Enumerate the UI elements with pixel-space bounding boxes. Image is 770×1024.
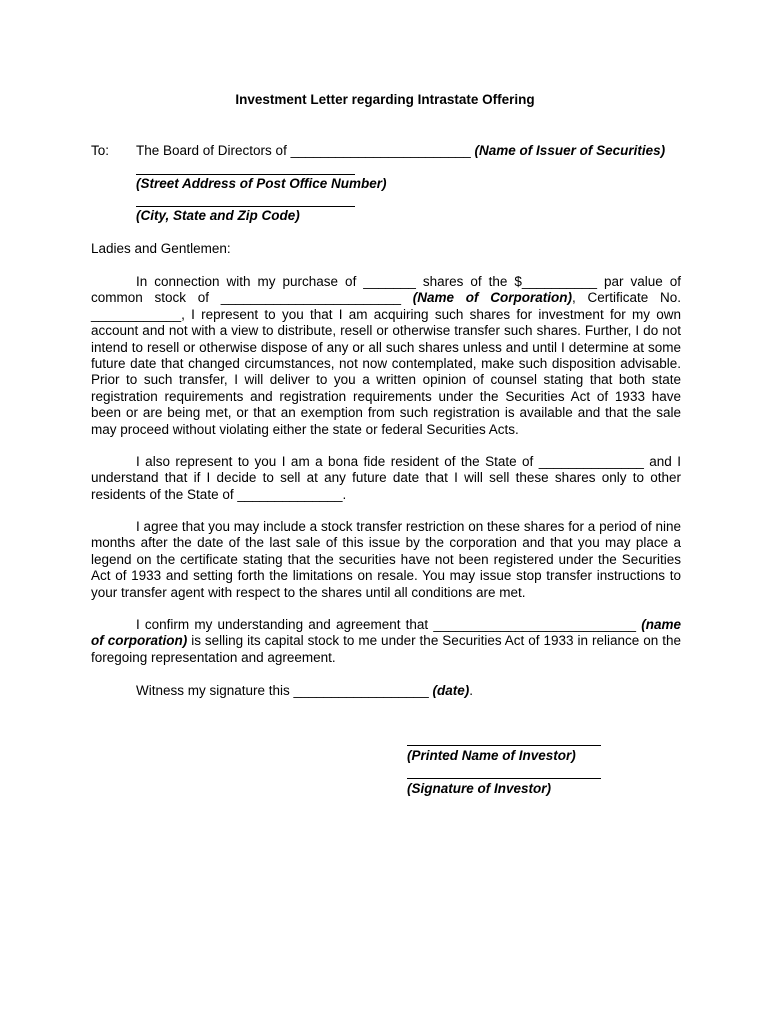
- witness-period: .: [469, 683, 473, 698]
- paragraph-residency: I also represent to you I am a bona fide resident of the State of ______________ and I understand that if I decide to sell at any future date that I will sell these shares only to other residents of the State of ______________.: [91, 454, 681, 502]
- date-label: (date): [432, 683, 470, 698]
- city-state-zip-label: (City, State and Zip Code): [136, 208, 300, 223]
- to-label: To:: [91, 143, 110, 158]
- paragraph4-text-a: I confirm my understanding and agreement that ___________________________: [136, 617, 642, 632]
- street-address-label: (Street Address of Post Office Number): [136, 176, 387, 191]
- paragraph1-text-a: In connection with my purchase of _______ shares of the $__________ par value of common stock of ________________________: [91, 274, 681, 306]
- paragraph1-text-b: , Certificate No. ____________, I represent to you that I am acquiring such shares for investment for my own account and not with a view to distribute, resell or otherwise transfer such shares. Further, I do not intend to resell or otherwise dispose of any or all such shares unless and until I determine at some future date that changed circumstances, not now contemplated, make such disposition advisable. Prior to such transfer, I will deliver to you a written opinion of counsel stating that both state registration requirements and registration requirements under the Securities Act of 1933 have been or are being met, or that an exemption from such registration is available and that the sale may proceed without violating either the state or federal Securities Acts.: [91, 290, 682, 437]
- corporation-name-label-2: (name of corporation): [91, 617, 681, 649]
- board-text: The Board of Directors of: [136, 143, 291, 158]
- issuer-name-label: (Name of Issuer of Securities): [474, 143, 666, 158]
- signature-label: (Signature of Investor): [407, 781, 552, 796]
- corporation-name-label: (Name of Corporation): [412, 290, 572, 306]
- witness-line: [136, 683, 473, 699]
- document-title: Investment Letter regarding Intrastate Offering: [235, 92, 535, 107]
- issuer-name-blank: ________________________: [290, 143, 471, 158]
- printed-name-label: (Printed Name of Investor): [407, 748, 576, 763]
- paragraph-transfer-restriction: I agree that you may include a stock transfer restriction on these shares for a period of nine months after the date of the last sale of this issue by the corporation and that you may place a legend on the certificate stating that the securities have not been registered under the Securities Act of 1933 and setting forth the limitations on resale. You may issue stop transfer instructions to your transfer agent with respect to the shares until all conditions are met.: [91, 519, 681, 600]
- witness-text: Witness my signature this __________________: [136, 683, 433, 698]
- street-address-line: [136, 174, 355, 175]
- paragraph-confirmation: [91, 617, 681, 666]
- printed-name-line: [407, 745, 601, 746]
- board-of-directors-line: [136, 143, 665, 159]
- signature-line: [407, 778, 601, 779]
- salutation: Ladies and Gentlemen:: [91, 241, 231, 256]
- paragraph-purchase-representation: [91, 274, 681, 438]
- paragraph4-text-b: is selling its capital stock to me under the Securities Act of 1933 in reliance on the foregoing representation and agreement.: [91, 633, 681, 665]
- city-state-zip-line: [136, 206, 355, 207]
